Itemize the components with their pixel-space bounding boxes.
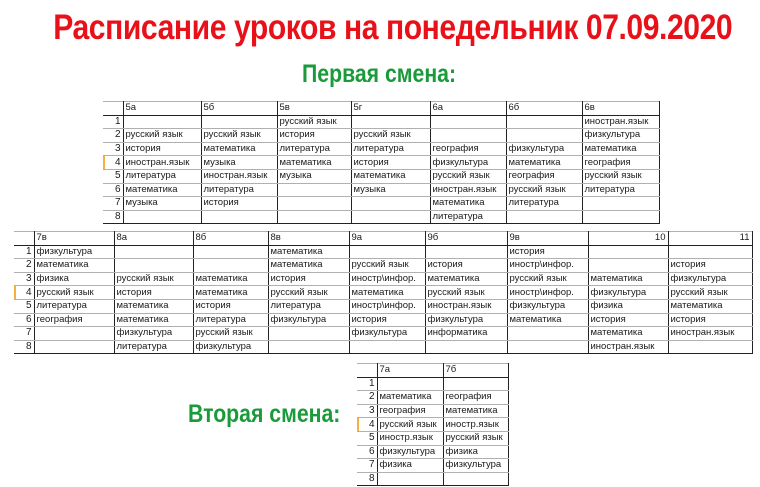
lesson-cell: русский язык	[430, 169, 506, 183]
lesson-row	[357, 404, 508, 418]
header-row	[357, 364, 508, 378]
lesson-number: 3	[103, 142, 123, 156]
column-header-class: 5а	[123, 102, 201, 116]
lesson-cell: физкультура	[506, 142, 582, 156]
lesson-cell: математика	[193, 286, 268, 300]
lesson-cell	[123, 115, 201, 129]
lesson-cell: русский язык	[351, 129, 430, 143]
lesson-row	[103, 169, 659, 183]
lesson-cell: математика	[268, 259, 349, 273]
lesson-cell: математика	[351, 169, 430, 183]
lesson-cell	[277, 210, 351, 224]
lesson-row	[357, 418, 508, 432]
lesson-cell: литература	[277, 142, 351, 156]
lesson-cell: русский язык	[443, 431, 508, 445]
lesson-cell	[201, 210, 277, 224]
lesson-number: 4	[14, 286, 34, 300]
lesson-cell	[193, 245, 268, 259]
lesson-cell: физкультура	[668, 272, 752, 286]
column-header-class: 5б	[201, 102, 277, 116]
lesson-cell: физкультура	[114, 327, 193, 341]
lesson-number: 5	[357, 431, 377, 445]
lesson-cell: математика	[349, 286, 425, 300]
lesson-number: 7	[14, 327, 34, 341]
lesson-cell: история	[668, 313, 752, 327]
lesson-cell	[668, 340, 752, 354]
lesson-cell: русский язык	[277, 115, 351, 129]
lesson-cell: русский язык	[268, 286, 349, 300]
lesson-cell: история	[201, 197, 277, 211]
lesson-cell: физкультура	[425, 313, 507, 327]
lesson-cell: русский язык	[201, 129, 277, 143]
lesson-row	[14, 245, 752, 259]
column-header-class: 9в	[507, 232, 588, 246]
lesson-cell	[582, 197, 659, 211]
lesson-cell: русский язык	[349, 259, 425, 273]
lesson-cell: математика	[268, 245, 349, 259]
corner-cell	[357, 364, 377, 378]
column-header-class: 9б	[425, 232, 507, 246]
lesson-cell: русский язык	[668, 286, 752, 300]
lesson-number: 7	[357, 459, 377, 473]
lesson-cell	[277, 197, 351, 211]
lesson-number: 3	[357, 404, 377, 418]
lesson-cell: география	[506, 169, 582, 183]
lesson-cell	[588, 245, 668, 259]
lesson-cell: иностран.язык	[588, 340, 668, 354]
lesson-cell: математика	[34, 259, 114, 273]
lesson-cell: история	[349, 313, 425, 327]
lesson-cell: литература	[351, 142, 430, 156]
lesson-cell: физика	[34, 272, 114, 286]
lesson-row	[103, 115, 659, 129]
lesson-cell: физика	[588, 299, 668, 313]
lesson-cell	[430, 129, 506, 143]
corner-cell	[103, 102, 123, 116]
column-header-class: 6а	[430, 102, 506, 116]
lesson-cell	[506, 210, 582, 224]
lesson-cell: математика	[114, 313, 193, 327]
first-shift-table-grades-5-6	[103, 101, 660, 224]
lesson-row	[357, 445, 508, 459]
lesson-cell: физкультура	[268, 313, 349, 327]
lesson-cell: литература	[34, 299, 114, 313]
lesson-number: 3	[14, 272, 34, 286]
lesson-row	[103, 156, 659, 170]
lesson-row	[14, 286, 752, 300]
lesson-cell: география	[430, 142, 506, 156]
lesson-cell: информатика	[425, 327, 507, 341]
lesson-cell: иностран.язык	[201, 169, 277, 183]
lesson-number: 8	[357, 472, 377, 486]
lesson-number: 4	[103, 156, 123, 170]
lesson-cell	[507, 340, 588, 354]
lesson-cell: физкультура	[443, 459, 508, 473]
lesson-cell	[123, 210, 201, 224]
lesson-cell: музыка	[351, 183, 430, 197]
lesson-number: 6	[14, 313, 34, 327]
lesson-cell: география	[377, 404, 443, 418]
lesson-cell	[268, 327, 349, 341]
column-header-class: 10	[588, 232, 668, 246]
lesson-number: 1	[103, 115, 123, 129]
lesson-row	[357, 472, 508, 486]
lesson-cell	[34, 340, 114, 354]
column-header-class: 5в	[277, 102, 351, 116]
lesson-number: 8	[14, 340, 34, 354]
lesson-row	[14, 299, 752, 313]
lesson-cell: музыка	[277, 169, 351, 183]
lesson-cell: физкультура	[349, 327, 425, 341]
column-header-class: 6б	[506, 102, 582, 116]
lesson-cell: история	[114, 286, 193, 300]
lesson-cell: история	[588, 313, 668, 327]
lesson-cell: математика	[668, 299, 752, 313]
lesson-row	[357, 431, 508, 445]
lesson-cell: литература	[201, 183, 277, 197]
column-header-class: 7а	[377, 364, 443, 378]
lesson-cell	[443, 472, 508, 486]
lesson-cell	[377, 472, 443, 486]
lesson-cell	[506, 129, 582, 143]
column-header-class: 6в	[582, 102, 659, 116]
lesson-cell: математика	[277, 156, 351, 170]
first-shift-table-grades-7-11	[14, 231, 753, 354]
lesson-cell: литература	[430, 210, 506, 224]
lesson-cell: математика	[377, 391, 443, 405]
lesson-row	[103, 129, 659, 143]
lesson-cell: литература	[123, 169, 201, 183]
lesson-cell: физкультура	[377, 445, 443, 459]
lesson-row	[14, 272, 752, 286]
lesson-cell: математика	[588, 327, 668, 341]
lesson-row	[357, 459, 508, 473]
column-header-class: 8б	[193, 232, 268, 246]
lesson-cell	[430, 115, 506, 129]
second-shift-table	[357, 363, 509, 486]
lesson-cell: русский язык	[582, 169, 659, 183]
lesson-row	[14, 313, 752, 327]
lesson-cell: иностран.язык	[582, 115, 659, 129]
lesson-cell: иностр\инфор.	[507, 286, 588, 300]
lesson-cell: русский язык	[123, 129, 201, 143]
column-header-class: 9а	[349, 232, 425, 246]
lesson-cell: музыка	[123, 197, 201, 211]
lesson-cell: русский язык	[507, 272, 588, 286]
lesson-number: 6	[357, 445, 377, 459]
lesson-cell: русский язык	[114, 272, 193, 286]
lesson-cell: иностр.язык	[377, 431, 443, 445]
lesson-cell	[193, 259, 268, 273]
lesson-cell: литература	[114, 340, 193, 354]
lesson-cell: история	[123, 142, 201, 156]
lesson-cell: география	[34, 313, 114, 327]
lesson-cell	[582, 210, 659, 224]
lesson-cell: литература	[193, 313, 268, 327]
lesson-number: 1	[357, 377, 377, 391]
lesson-cell: история	[193, 299, 268, 313]
lesson-row	[357, 377, 508, 391]
lesson-row	[103, 183, 659, 197]
lesson-cell: русский язык	[193, 327, 268, 341]
lesson-cell: математика	[588, 272, 668, 286]
lesson-cell: иностран.язык	[123, 156, 201, 170]
lesson-number: 2	[14, 259, 34, 273]
lesson-cell: физика	[443, 445, 508, 459]
column-header-class: 7в	[34, 232, 114, 246]
lesson-cell: литература	[582, 183, 659, 197]
lesson-cell	[443, 377, 508, 391]
lesson-number: 2	[103, 129, 123, 143]
lesson-cell: математика	[201, 142, 277, 156]
page-title: Расписание уроков на понедельник 07.09.2020	[53, 8, 733, 47]
lesson-cell: физкультура	[34, 245, 114, 259]
lesson-cell	[351, 197, 430, 211]
lesson-cell: музыка	[201, 156, 277, 170]
lesson-cell: математика	[443, 404, 508, 418]
lesson-cell: физкультура	[582, 129, 659, 143]
lesson-cell: география	[443, 391, 508, 405]
lesson-cell: литература	[268, 299, 349, 313]
lesson-cell: история	[507, 245, 588, 259]
header-row	[103, 102, 659, 116]
lesson-cell	[425, 340, 507, 354]
lesson-number: 5	[103, 169, 123, 183]
lesson-cell: история	[268, 272, 349, 286]
lesson-cell: физкультура	[507, 299, 588, 313]
lesson-row	[14, 259, 752, 273]
header-row	[14, 232, 752, 246]
lesson-cell: математика	[582, 142, 659, 156]
column-header-class: 8а	[114, 232, 193, 246]
lesson-cell: математика	[425, 272, 507, 286]
lesson-cell	[588, 259, 668, 273]
lesson-cell: иностр\инфор.	[507, 259, 588, 273]
column-header-class: 11	[668, 232, 752, 246]
lesson-cell	[114, 245, 193, 259]
lesson-cell	[351, 115, 430, 129]
lesson-cell: физкультура	[588, 286, 668, 300]
lesson-cell: иностр\инфор.	[349, 299, 425, 313]
lesson-cell: иностран.язык	[430, 183, 506, 197]
lesson-cell	[377, 377, 443, 391]
corner-cell	[14, 232, 34, 246]
lesson-row	[103, 142, 659, 156]
lesson-number: 8	[103, 210, 123, 224]
lesson-cell	[114, 259, 193, 273]
lesson-cell: русский язык	[506, 183, 582, 197]
lesson-row	[103, 210, 659, 224]
lesson-cell	[425, 245, 507, 259]
lesson-number: 1	[14, 245, 34, 259]
lesson-cell	[668, 245, 752, 259]
lesson-cell: история	[425, 259, 507, 273]
lesson-cell	[34, 327, 114, 341]
lesson-row	[14, 340, 752, 354]
lesson-row	[357, 391, 508, 405]
lesson-cell	[349, 340, 425, 354]
lesson-row	[14, 327, 752, 341]
lesson-cell	[201, 115, 277, 129]
lesson-cell	[351, 210, 430, 224]
lesson-cell	[349, 245, 425, 259]
lesson-cell: иностр.язык	[443, 418, 508, 432]
lesson-cell: математика	[506, 156, 582, 170]
lesson-cell: иностран.язык	[668, 327, 752, 341]
lesson-cell: математика	[123, 183, 201, 197]
column-header-class: 7б	[443, 364, 508, 378]
lesson-cell: математика	[507, 313, 588, 327]
lesson-number: 5	[14, 299, 34, 313]
lesson-cell: история	[668, 259, 752, 273]
lesson-cell: физкультура	[430, 156, 506, 170]
lesson-cell: математика	[193, 272, 268, 286]
column-header-class: 5г	[351, 102, 430, 116]
lesson-cell	[277, 183, 351, 197]
lesson-cell: русский язык	[34, 286, 114, 300]
lesson-cell	[506, 115, 582, 129]
lesson-row	[103, 197, 659, 211]
lesson-cell: история	[351, 156, 430, 170]
lesson-cell: география	[582, 156, 659, 170]
lesson-number: 2	[357, 391, 377, 405]
lesson-cell: математика	[430, 197, 506, 211]
lesson-cell: математика	[114, 299, 193, 313]
lesson-cell	[507, 327, 588, 341]
lesson-cell	[268, 340, 349, 354]
lesson-cell: история	[277, 129, 351, 143]
lesson-cell: русский язык	[377, 418, 443, 432]
lesson-cell: физкультура	[193, 340, 268, 354]
lesson-number: 4	[357, 418, 377, 432]
first-shift-label: Первая смена:	[302, 60, 457, 88]
lesson-cell: иностран.язык	[425, 299, 507, 313]
lesson-number: 7	[103, 197, 123, 211]
lesson-cell: русский язык	[425, 286, 507, 300]
lesson-cell: литература	[506, 197, 582, 211]
column-header-class: 8в	[268, 232, 349, 246]
lesson-cell: иностр\инфор.	[349, 272, 425, 286]
lesson-cell: физика	[377, 459, 443, 473]
second-shift-label: Вторая смена:	[188, 400, 341, 428]
lesson-number: 6	[103, 183, 123, 197]
